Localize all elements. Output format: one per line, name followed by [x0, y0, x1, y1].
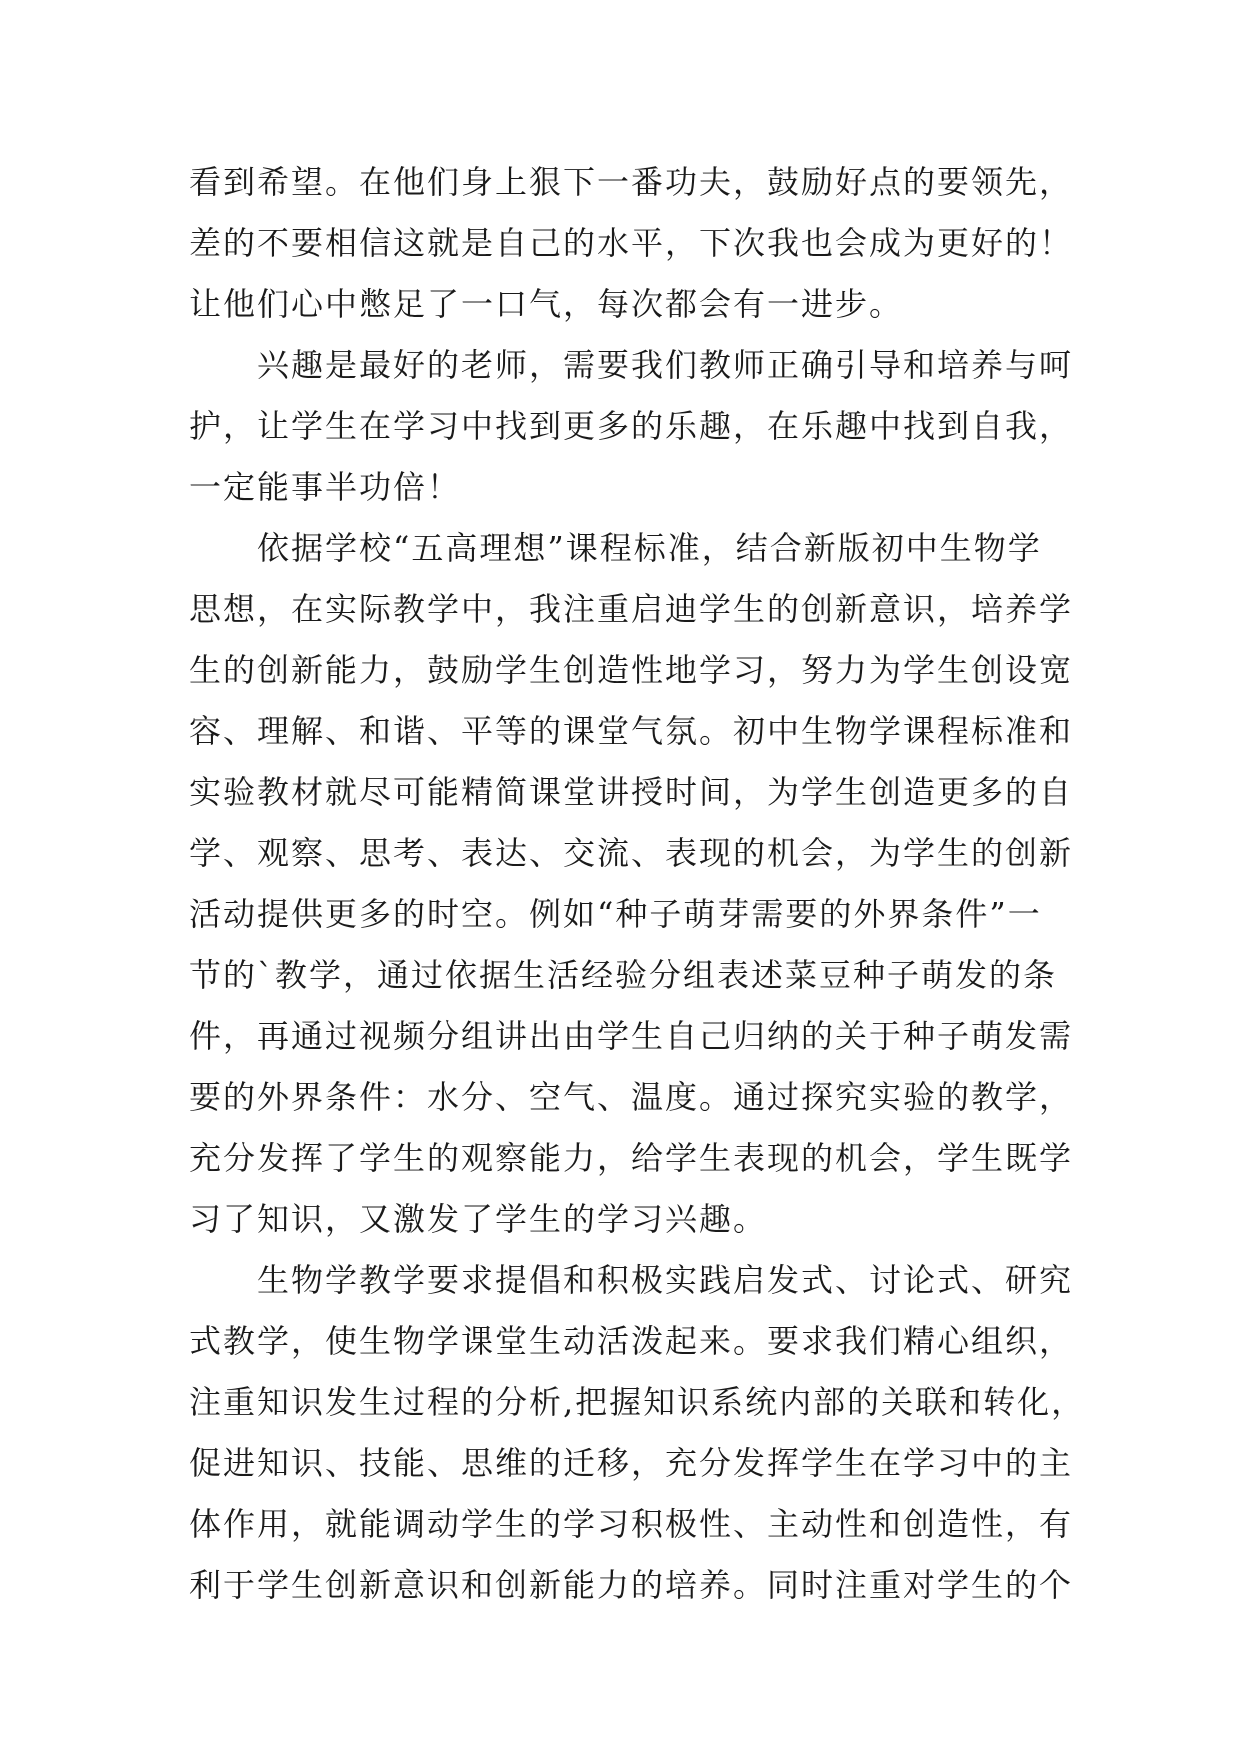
text-line: 看到希望。在他们身上狠下一番功夫，鼓励好点的要领先，: [189, 163, 1074, 201]
text-line: 护，让学生在学习中找到更多的乐趣，在乐趣中找到自我，: [189, 407, 1074, 445]
text-line: 一定能事半功倍！: [189, 468, 462, 506]
text-line: 容、理解、和谐、平等的课堂气氛。初中生物学课程标准和: [189, 712, 1074, 750]
text-line: 活动提供更多的时空。例如“种子萌芽需要的外界条件”一: [189, 895, 1042, 933]
text-line: 注重知识发生过程的分析,把握知识系统内部的关联和转化，: [189, 1383, 1086, 1421]
text-line: 利于学生创新意识和创新能力的培养。同时注重对学生的个: [189, 1566, 1074, 1604]
text-line: 节的`教学，通过依据生活经验分组表述菜豆种子萌发的条: [189, 956, 1058, 994]
text-line: 依据学校“五高理想”课程标准，结合新版初中生物学: [189, 529, 1042, 567]
text-line: 促进知识、技能、思维的迁移，充分发挥学生在学习中的主: [189, 1444, 1074, 1482]
text-line: 实验教材就尽可能精简课堂讲授时间，为学生创造更多的自: [189, 773, 1074, 811]
text-line: 习了知识，又激发了学生的学习兴趣。: [189, 1200, 768, 1238]
text-line: 让他们心中憋足了一口气，每次都会有一进步。: [189, 285, 904, 323]
text-line: 生物学教学要求提倡和积极实践启发式、讨论式、研究: [189, 1261, 1074, 1299]
text-line: 兴趣是最好的老师，需要我们教师正确引导和培养与呵: [189, 346, 1074, 384]
text-line: 学、观察、思考、表达、交流、表现的机会，为学生的创新: [189, 834, 1074, 872]
text-line: 式教学，使生物学课堂生动活泼起来。要求我们精心组织，: [189, 1322, 1074, 1360]
text-line: 充分发挥了学生的观察能力，给学生表现的机会，学生既学: [189, 1139, 1074, 1177]
text-line: 差的不要相信这就是自己的水平，下次我也会成为更好的！: [189, 224, 1074, 262]
text-line: 件，再通过视频分组讲出由学生自己归纳的关于种子萌发需: [189, 1017, 1074, 1055]
text-line: 要的外界条件：水分、空气、温度。通过探究实验的教学，: [189, 1078, 1074, 1116]
text-line: 思想，在实际教学中，我注重启迪学生的创新意识，培养学: [189, 590, 1074, 628]
body-text: [189, 152, 1086, 1616]
text-line: 体作用，就能调动学生的学习积极性、主动性和创造性，有: [189, 1505, 1074, 1543]
text-line: 生的创新能力，鼓励学生创造性地学习，努力为学生创设宽: [189, 651, 1074, 689]
